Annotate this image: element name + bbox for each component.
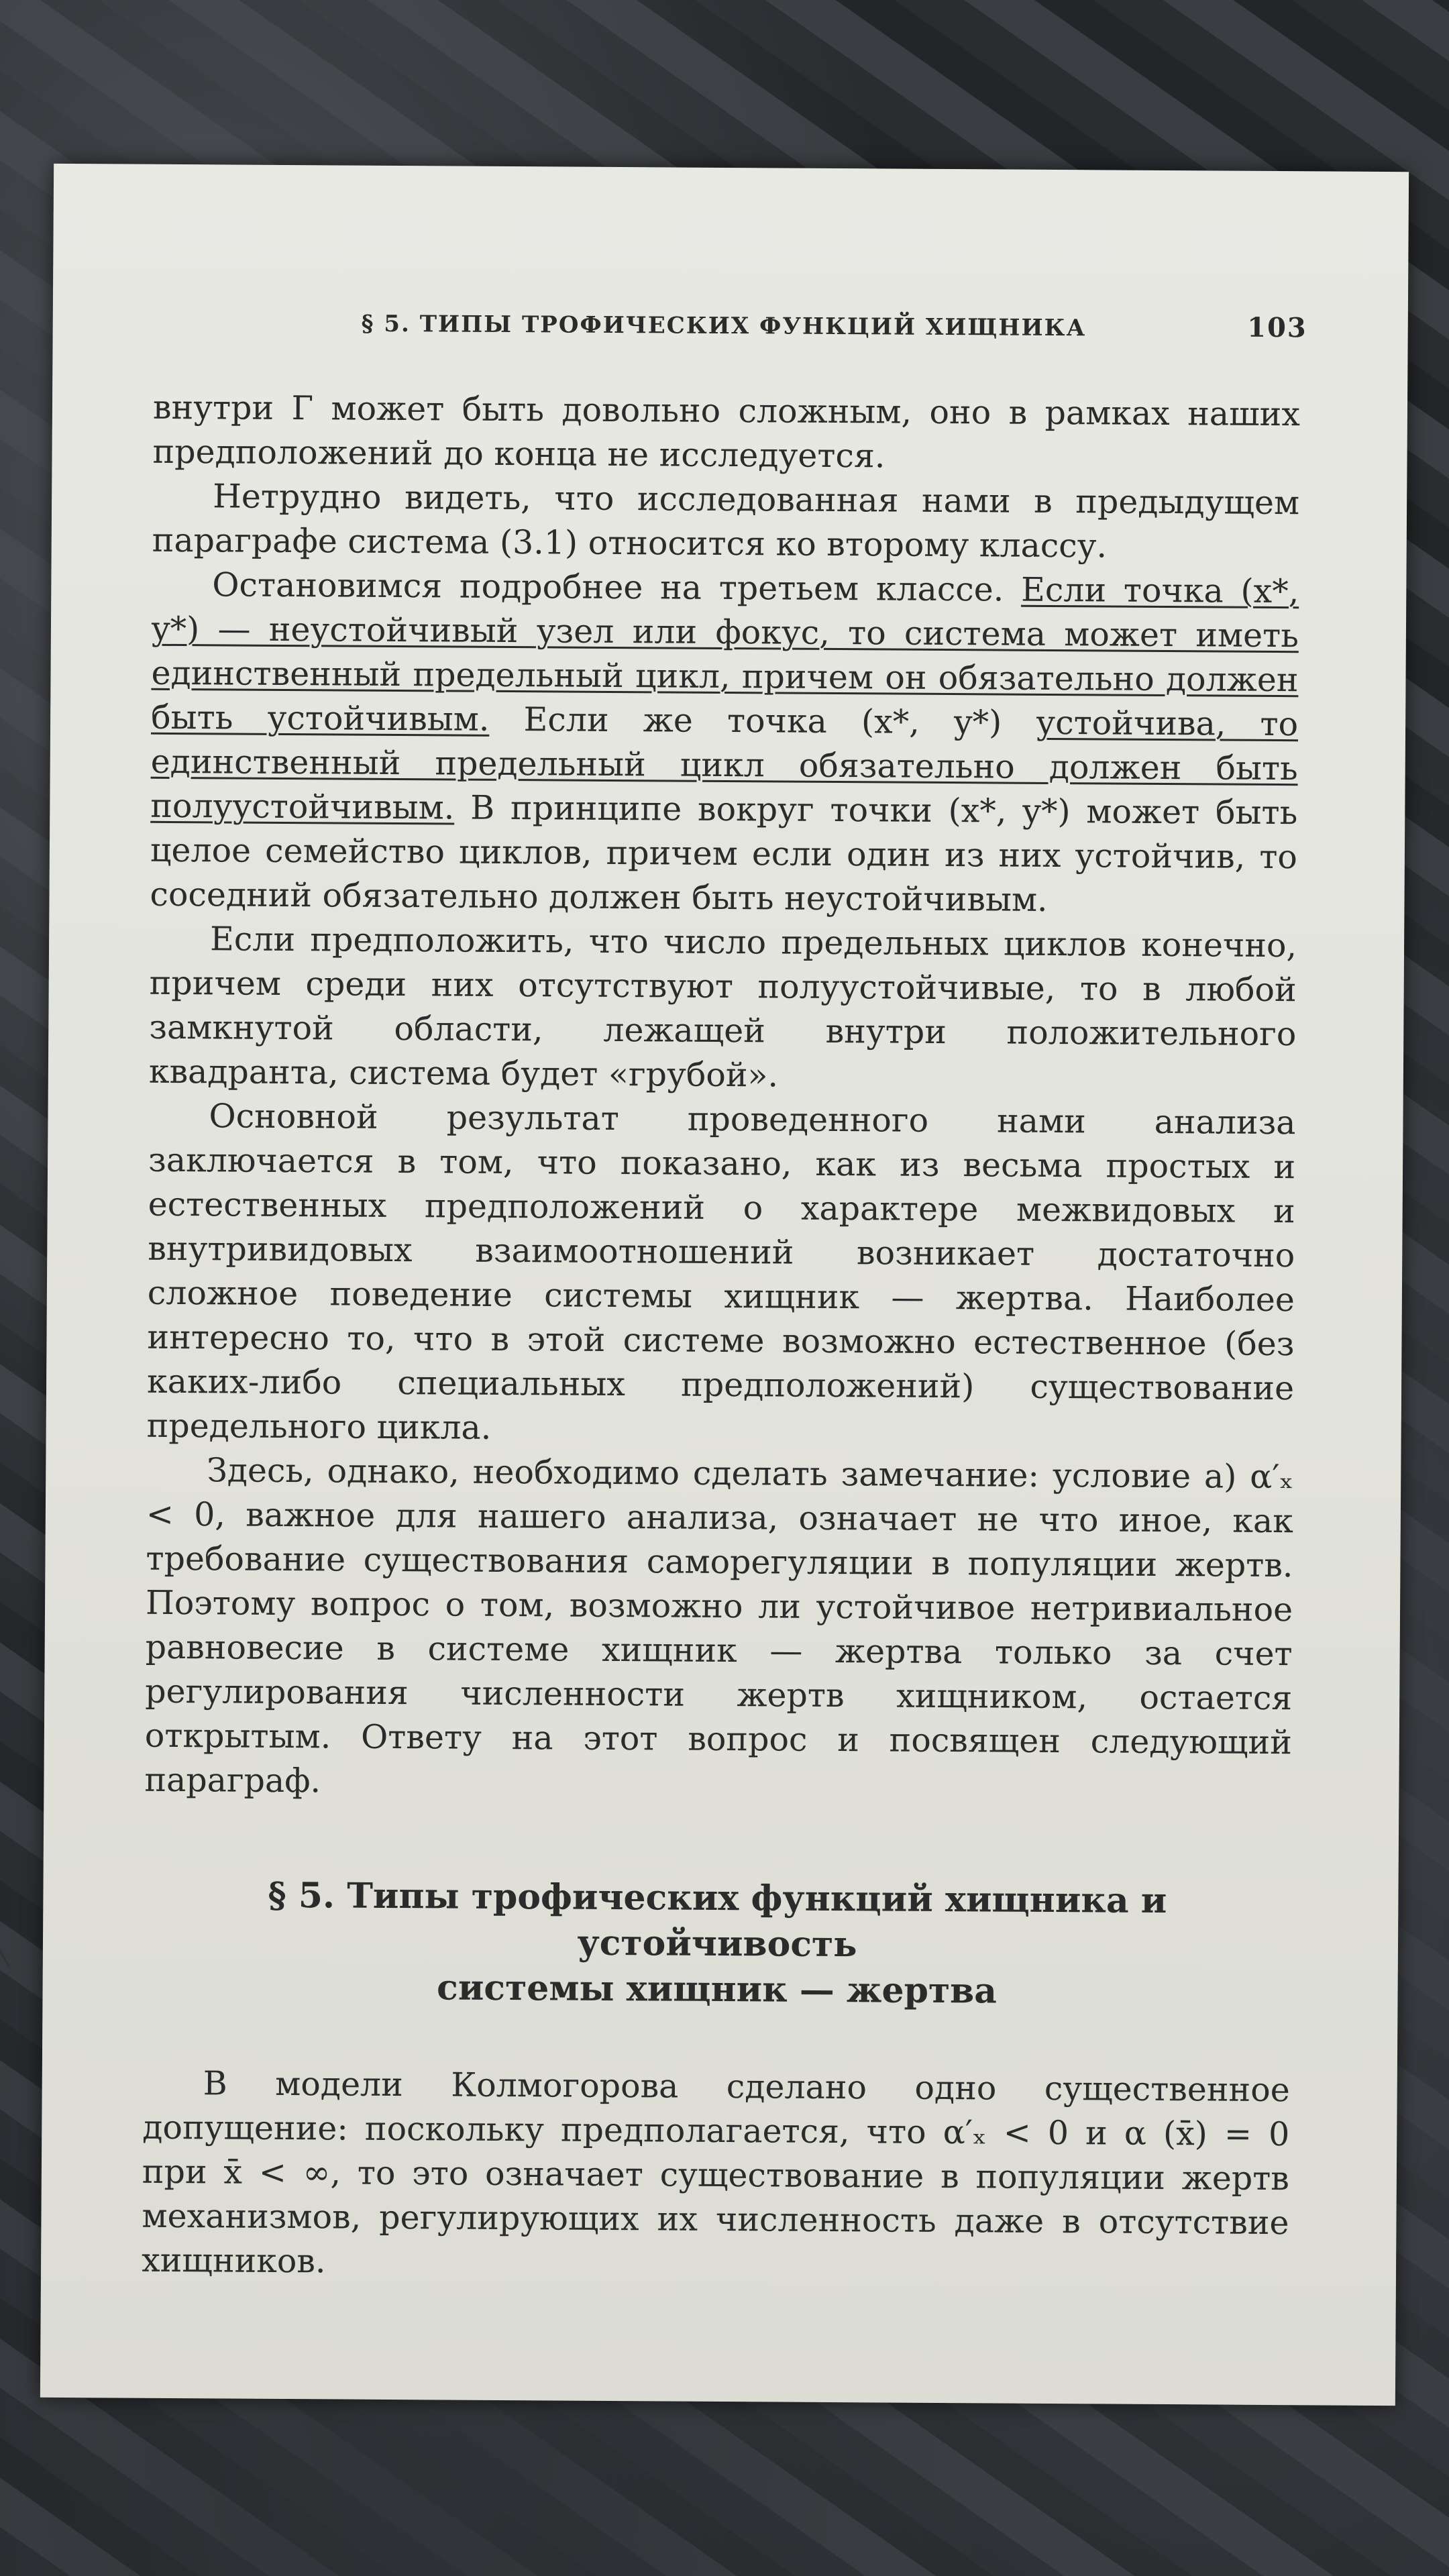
section-heading [143, 1872, 1291, 2016]
paragraph-1: внутри Г может быть довольно сложным, оно в рамках наших предположений до конца не исследуется. [152, 388, 1301, 476]
paragraph-6: Здесь, однако, необходимо сделать замечание: условие а) α′ₓ < 0, важное для нашего анализа, означает не что иное, как требование существования саморегуляции в популяции жертв. Поэтому вопрос о том, возможно ли устойчивое нетривиальное равновесие в системе хищник — жертва только за счет регулирования численности жертв хищником, остается открытым. Ответу на этот вопрос и посвящен следующий параграф. [144, 1451, 1294, 1801]
paragraph-3 [150, 563, 1299, 924]
paragraph-5: Основной результат проведенного нами анализа заключается в том, что показано, как из весьма простых и естественных предположений о характере межвидовых и внутривидовых взаимоотношений возникает достаточно сложное поведение системы хищник — жертва. Наиболее интересно то, что в этой системе возможно естественное (без каких-либо специальных предположений) существование предельного цикла. [146, 1097, 1296, 1447]
page-body [142, 386, 1300, 2290]
underlined-text-1: Если точка (x*, y*) — неустойчивый узел или фокус, то система может иметь единственный предельный цикл, причем он обязательно должен быть устойчивым. [150, 570, 1299, 739]
paragraph-7: В модели Колмогорова сделано одно существенное допущение: поскольку предполагается, что α′ₓ < 0 и α (x̄) = 0 при x̄ < ∞, то это означает существование в популяции жертв механизмов, регулирующих их численность даже в отсутствие хищников. [141, 2064, 1290, 2281]
paragraph-3-text-a: Остановимся подробнее на третьем классе. [212, 566, 1022, 609]
section-heading-line-2: системы хищник — жертва [436, 1967, 998, 2012]
running-title: § 5. ТИПЫ ТРОФИЧЕСКИХ ФУНКЦИЙ ХИЩНИКА [361, 310, 1087, 342]
section-heading-line-1: § 5. Типы трофических функций хищника и устойчивость [268, 1874, 1167, 1966]
page-header [362, 307, 1307, 344]
paragraph-3-text-b: Если же точка (x*, y*) [489, 700, 1036, 742]
paragraph-3-text-c: В принципе вокруг точки (x*, y*) может быть целое семейство циклов, причем если один из них устойчив, то соседний обязательно должен быть неустойчивым. [150, 788, 1298, 919]
book-page [40, 164, 1409, 2406]
page-number: 103 [1247, 311, 1307, 344]
edge-mark [0, 1943, 19, 1967]
underlined-text-2: устойчива, то единственный предельный цикл обязательно должен быть полуустойчивым. [150, 703, 1299, 827]
paragraph-2: Нетрудно видеть, что исследованная нами в предыдущем параграфе система (3.1) относится ко второму классу. [152, 477, 1300, 566]
paragraph-4: Если предположить, что число предельных циклов конечно, причем среди них отсутствуют полуустойчивые, то в любой замкнутой области, лежащей внутри положительного квадранта, система будет «грубой». [148, 920, 1297, 1095]
